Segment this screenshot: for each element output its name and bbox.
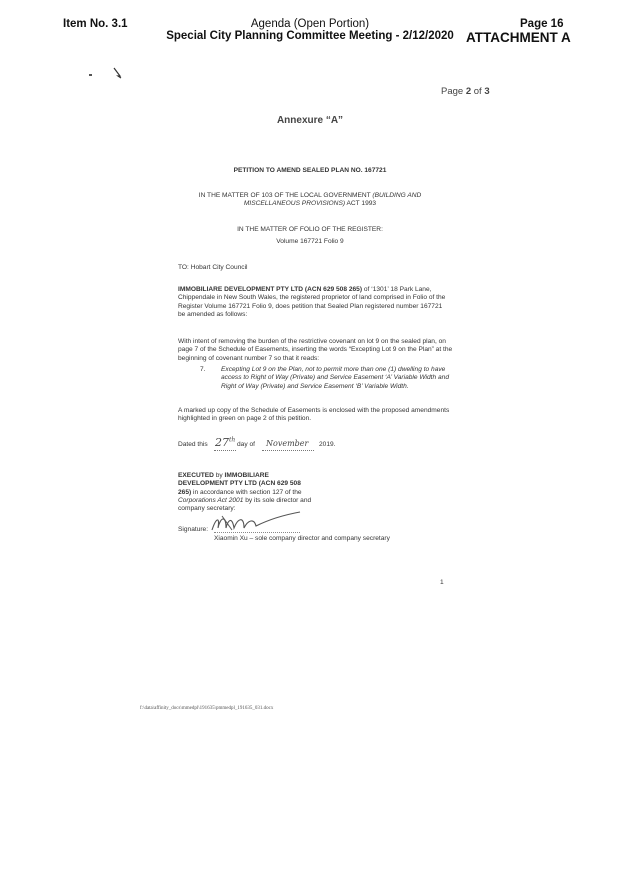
covenant-text (221, 366, 456, 391)
page-prefix: Page (441, 86, 466, 97)
file-path: f:\data\affinity_docs\mmedpl\191635\pmmedpl_191635_031.docx (140, 706, 274, 711)
dated-day-underline (214, 450, 236, 451)
petition-title: PETITION TO AMEND SEALED PLAN NO. 167721 (233, 167, 387, 174)
exec-company-2: DEVELOPMENT PTY LTD (ACN 629 508 (178, 480, 301, 488)
dated-label: Dated this (178, 441, 208, 448)
exec-by: by (213, 472, 225, 479)
exec-line4: by its sole director and (243, 496, 312, 504)
signature-underline (214, 532, 300, 533)
exec-act: Corporations Act 2001 (178, 496, 244, 504)
scan-mark (89, 74, 92, 76)
para3-line2: highlighted in green on page 2 of this petition. (178, 415, 312, 423)
folio-line: IN THE MATTER OF FOLIO OF THE REGISTER: (237, 226, 383, 233)
page-total: 3 (484, 86, 490, 97)
covenant-line3: Right of Way (Private) and Service Easement ‘B’ Variable Width. (221, 382, 409, 390)
matter-block (170, 192, 450, 209)
para2-line2: page 7 of the Schedule of Easements, inserting the words “Excepting Lot 9 on the Plan” at the (178, 346, 453, 354)
covenant-number: 7. (200, 366, 206, 373)
to-line: TO: Hobart City Council (178, 264, 248, 271)
exec-company-1: IMMOBILIARE (224, 472, 269, 479)
dated-day-suffix: th (229, 436, 236, 444)
para1-line1: of ‘1301’ 18 Park Lane, (362, 286, 432, 293)
dated-year: 2019. (319, 441, 336, 448)
exec-line3: in accordance with section 127 of the (191, 488, 302, 496)
para1-line2: Chippendale in New South Wales, the registered proprietor of land comprised in Folio of the (178, 294, 446, 302)
covenant-line1: Excepting Lot 9 on the Plan, not to permit more than one (1) dwelling to have (221, 366, 446, 373)
agenda-line-1: Agenda (Open Portion) (250, 18, 370, 30)
volume-line: Volume 167721 Folio 9 (276, 238, 344, 245)
signature-label: Signature: (178, 526, 209, 533)
annexure-title: Annexure “A” (276, 115, 344, 126)
dated-month: November (266, 439, 309, 448)
para1-line4: be amended as follows: (178, 310, 248, 318)
doc-page-indicator (441, 86, 490, 97)
petitioner-name: IMMOBILIARE DEVELOPMENT PTY LTD (ACN 629 508 265) (178, 286, 363, 293)
agenda-line-2: Special City Planning Committee Meeting - 2/12/2020 (166, 30, 454, 42)
agenda-title (160, 18, 460, 42)
dated-day (215, 436, 239, 449)
footer-page-number: 1 (440, 579, 444, 586)
page-current: 2 (465, 86, 472, 97)
exec-line5: company secretary: (178, 505, 236, 513)
matter-line2-b: ACT 1993 (345, 200, 377, 208)
markup-paragraph (178, 407, 453, 424)
exec-acn-end: 265) (178, 488, 192, 496)
intent-paragraph (178, 338, 453, 363)
para1-line3: Register Volume 167721 Folio 9, does petition that Sealed Plan registered number 167721 (178, 302, 443, 310)
matter-line2-a: MISCELLANEOUS PROVISIONS) (243, 200, 346, 208)
para3-line1: A marked up copy of the Schedule of Easements is enclosed with the proposed amendments (178, 407, 450, 414)
dated-month-underline (262, 450, 314, 451)
para2-line1: With intent of removing the burden of the restrictive covenant on lot 9 on the sealed plan, on (178, 338, 446, 345)
dated-dayof: day of (237, 441, 255, 448)
page-number: Page 16 (520, 18, 564, 30)
item-number: Item No. 3.1 (63, 18, 128, 30)
covenant-line2: access to Right of Way (Private) and Service Easement ‘A’ Variable Width and (221, 374, 450, 382)
matter-line1-a: IN THE MATTER OF 103 OF THE LOCAL GOVERNMENT (198, 192, 373, 199)
matter-line1-b: (BUILDING AND (372, 192, 422, 199)
scan-mark-arrow (113, 67, 123, 79)
attachment-label: ATTACHMENT A (466, 30, 571, 45)
petitioner-paragraph (178, 286, 448, 319)
exec-executed: EXECUTED (178, 472, 214, 479)
para2-line3: beginning of covenant number 7 so that it reads: (178, 354, 320, 362)
dated-day-value: 27 (215, 436, 229, 449)
signatory-name: Xiaomin Xu – sole company director and company secretary (214, 535, 390, 542)
page-mid: of (471, 86, 485, 97)
